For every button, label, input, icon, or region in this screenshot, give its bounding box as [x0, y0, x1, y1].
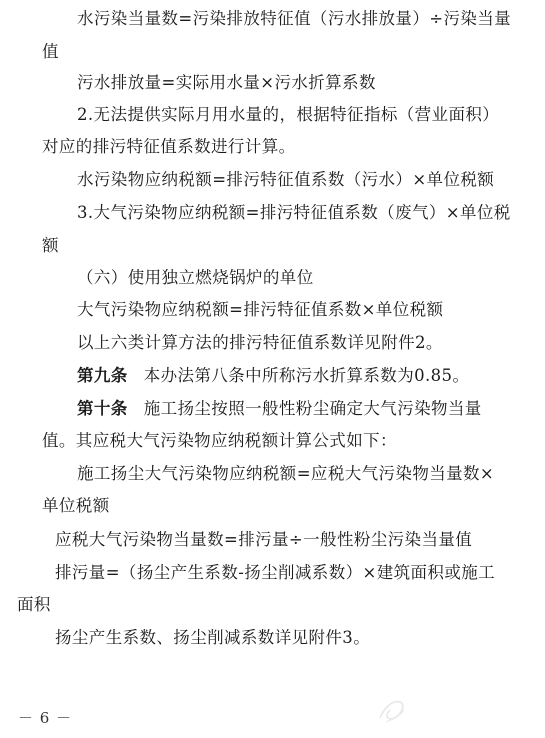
- formula-water-equivalent-cont: 值: [42, 42, 59, 61]
- formula-construction-dust-tax-cont: 单位税额: [42, 496, 110, 515]
- article-10-heading: 第十条: [77, 399, 128, 418]
- item-3-text-cont: 额: [42, 236, 59, 255]
- item-2-text-cont: 对应的排污特征值系数进行计算。: [42, 137, 296, 156]
- item-3-text: 3.大气污染物应纳税额=排污特征值系数（废气）×单位税: [77, 203, 511, 222]
- attachment-3-note: 扬尘产生系数、扬尘削减系数详见附件3。: [55, 628, 371, 647]
- formula-wastewater-volume: 污水排放量=实际用水量×污水折算系数: [77, 73, 376, 92]
- page-number: － 6 －: [18, 709, 73, 727]
- formula-air-tax: 大气污染物应纳税额=排污特征值系数×单位税额: [77, 300, 444, 319]
- faint-scribble-mark: [372, 690, 412, 730]
- article-10-text: 施工扬尘按照一般性粉尘确定大气污染物当量: [143, 399, 482, 418]
- formula-discharge-volume: 排污量=（扬尘产生系数-扬尘削减系数）×建筑面积或施工: [55, 563, 496, 582]
- formula-air-equivalent: 应税大气污染物当量数=排污量÷一般性粉尘污染当量值: [55, 530, 473, 549]
- article-9-heading: 第九条: [77, 366, 128, 385]
- article-10: [77, 399, 482, 419]
- article-9-text: 本办法第八条中所称污水折算系数为0.85。: [143, 366, 470, 385]
- attachment-2-note: 以上六类计算方法的排污特征值系数详见附件2。: [77, 333, 443, 352]
- formula-construction-dust-tax: 施工扬尘大气污染物应纳税额=应税大气污染物当量数×: [77, 464, 495, 483]
- article-9: [77, 366, 469, 386]
- formula-discharge-volume-cont: 面积: [17, 595, 51, 614]
- item-2-text: 2.无法提供实际月用水量的，根据特征指标（营业面积）: [77, 105, 500, 124]
- formula-water-equivalent: 水污染当量数=污染排放特征值（污水排放量）÷污染当量: [77, 9, 512, 28]
- article-10-text-cont: 值。其应税大气污染物应纳税额计算公式如下：: [42, 431, 397, 450]
- formula-water-tax: 水污染物应纳税额=排污特征值系数（污水）×单位税额: [77, 170, 495, 189]
- section-6-heading: （六）使用独立燃烧锅炉的单位: [77, 268, 314, 287]
